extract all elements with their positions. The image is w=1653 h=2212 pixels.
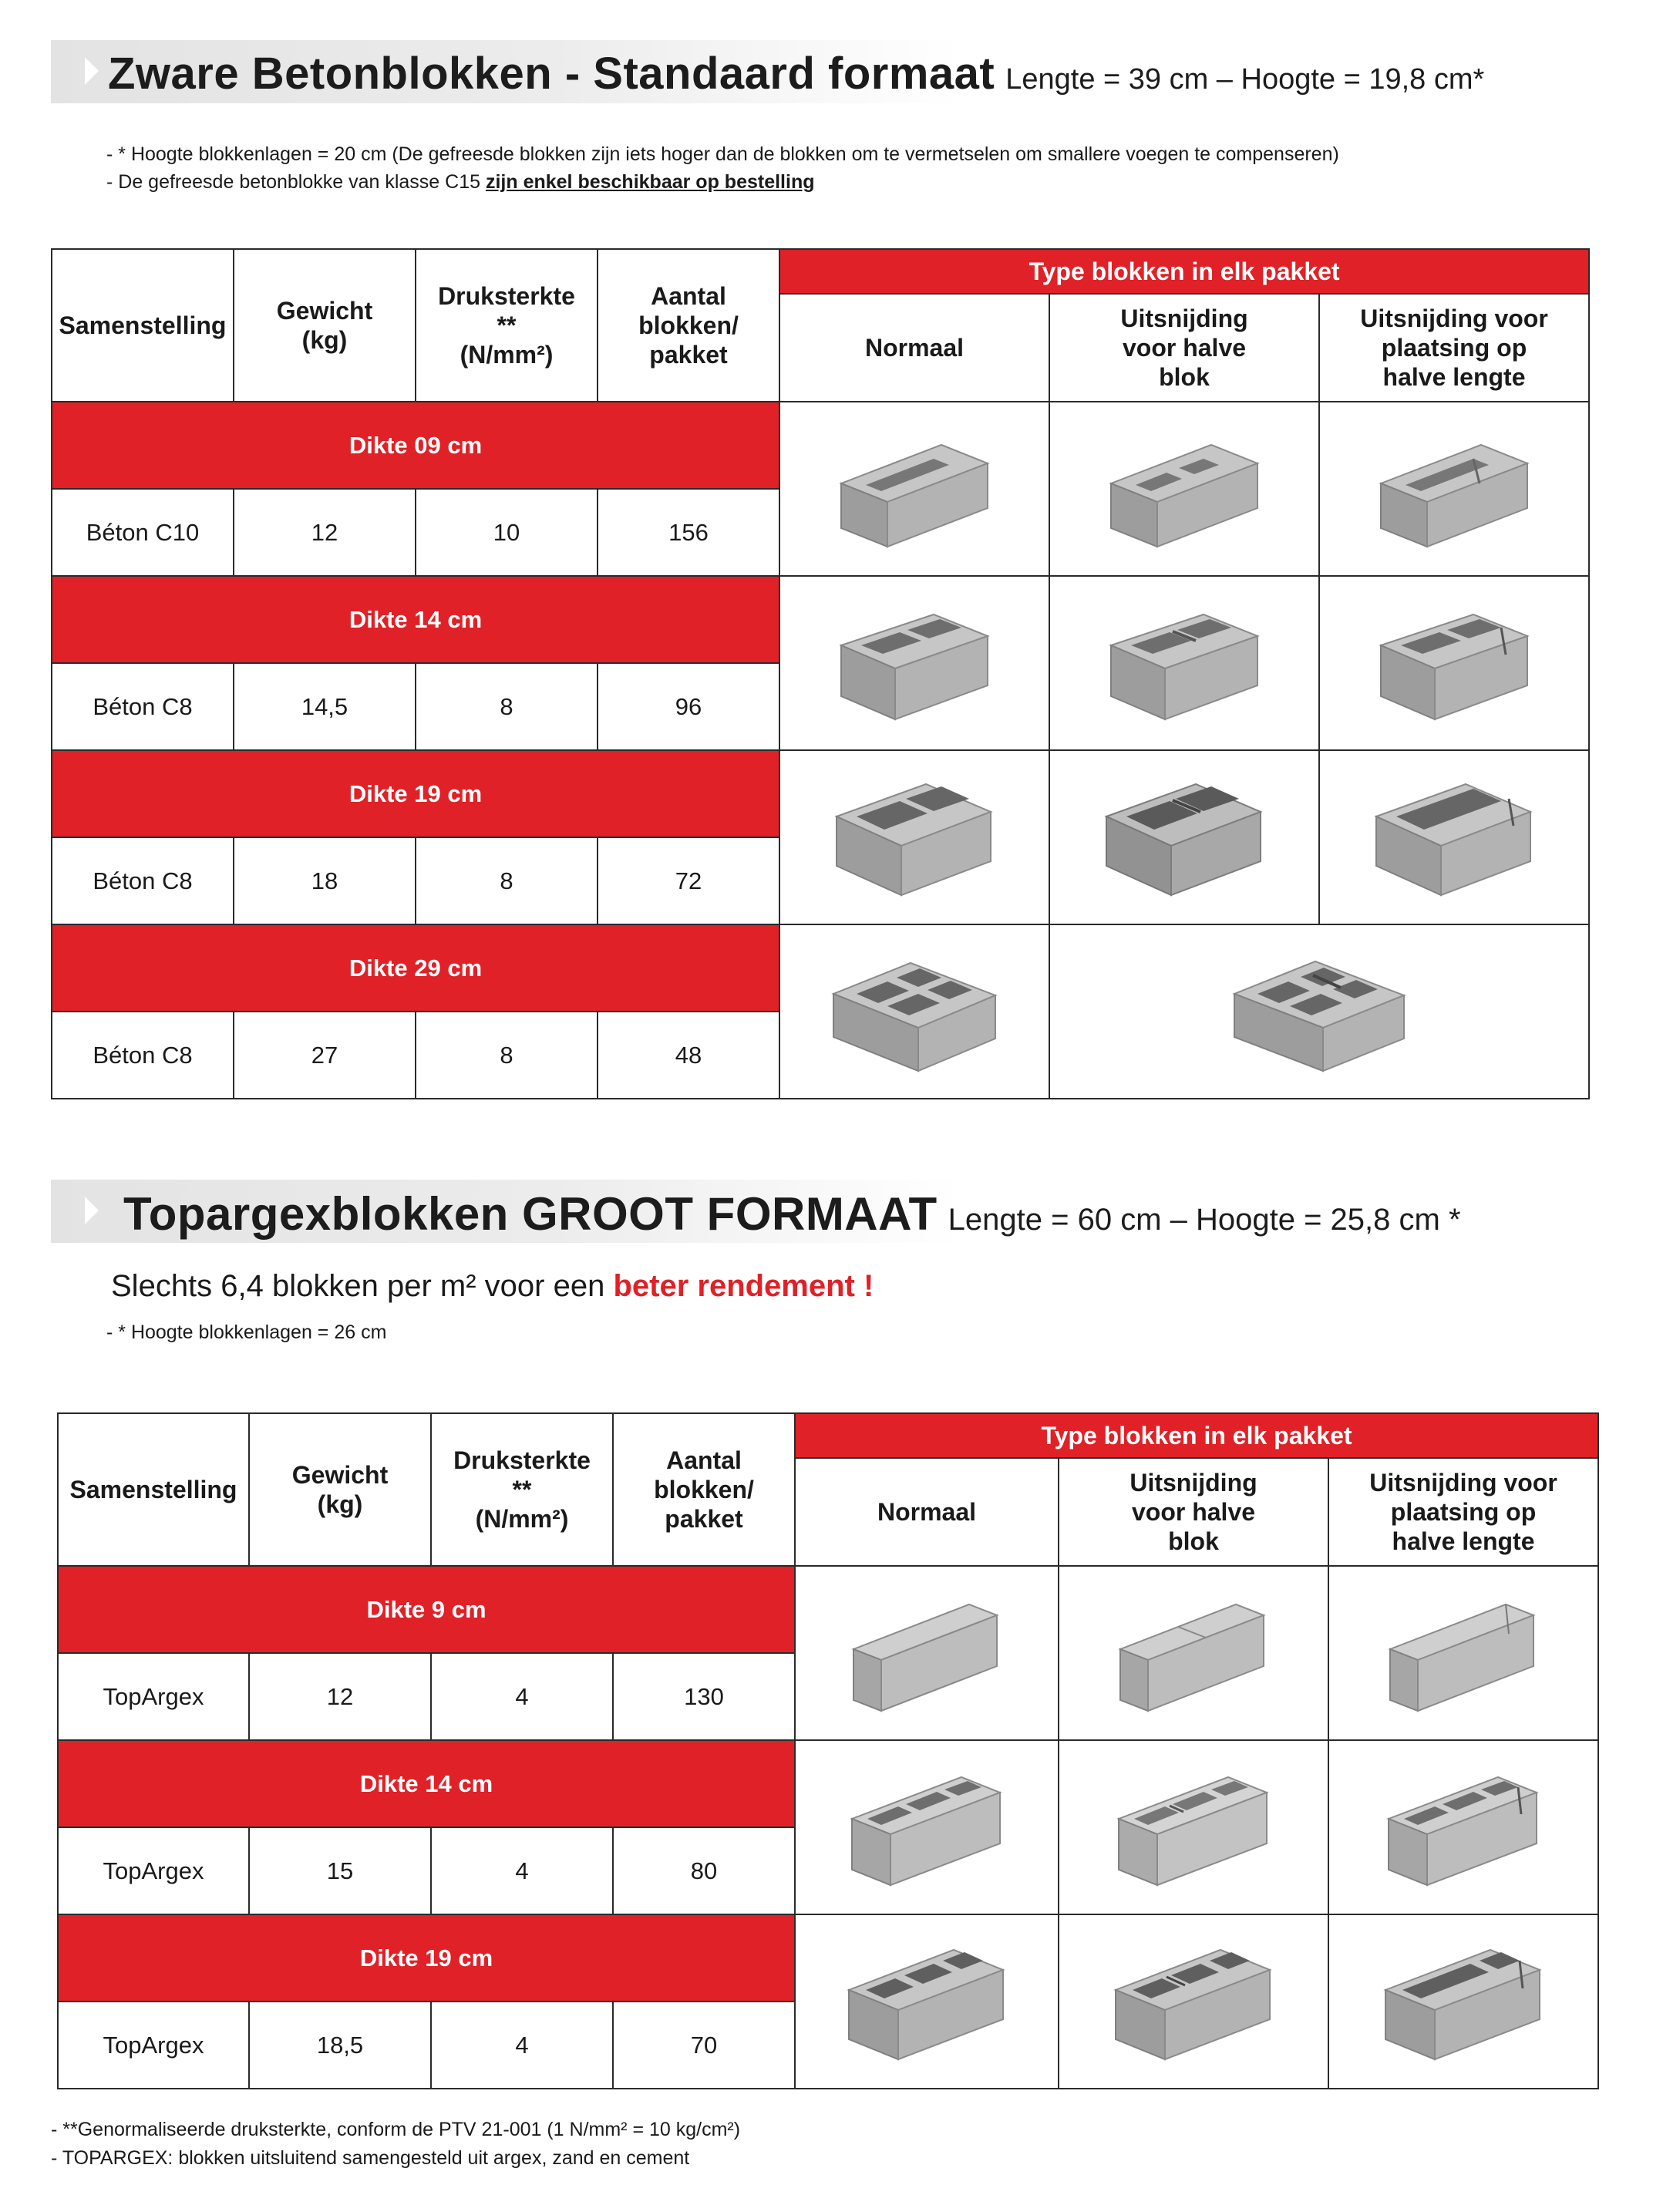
- cell-druksterkte: 8: [416, 837, 598, 924]
- cell-druksterkte: 4: [431, 1827, 613, 1914]
- section1-note-2-emph: zijn enkel beschikbaar op bestelling: [485, 171, 815, 193]
- cell-aantal: 48: [598, 1012, 779, 1099]
- header-druksterkte-label: Druksterkte: [453, 1446, 591, 1474]
- block-image-29-normaal: [779, 924, 1049, 1099]
- block-t19-halve-blok-icon: [1105, 1936, 1282, 2067]
- block-09-halve-blok-icon: [1096, 423, 1273, 554]
- section2-title-dims: Lengte = 60 cm – Hoogte = 25,8 cm *: [948, 1203, 1461, 1237]
- block-14-halve-lengte-icon: [1365, 598, 1543, 729]
- header-type-blokken: Type blokken in elk pakket: [795, 1413, 1598, 1458]
- header-druksterkte-label: Druksterkte: [438, 282, 575, 310]
- footer-note-2: - TOPARGEX: blokken uitsluitend samengesteld uit argex, zand en cement: [51, 2147, 690, 2169]
- block-19-normaal-icon: [826, 772, 1003, 903]
- header-gewicht: Gewicht (kg): [249, 1413, 431, 1566]
- block-19-halve-lengte-icon: [1365, 772, 1543, 903]
- cell-aantal: 156: [598, 489, 779, 576]
- header-druksterkte-unit: (N/mm²): [460, 341, 554, 369]
- section2-lead-emph: beter rendement !: [613, 1269, 874, 1303]
- cell-samenstelling: Béton C8: [52, 837, 234, 924]
- cell-druksterkte: 4: [431, 1653, 613, 1740]
- block-t9-halve-lengte-icon: [1375, 1587, 1552, 1719]
- block-image-t9-halve-blok: [1059, 1566, 1328, 1740]
- cell-samenstelling: TopArgex: [58, 1653, 249, 1740]
- cell-samenstelling: Béton C10: [52, 489, 234, 576]
- header-samenstelling: Samenstelling: [52, 249, 234, 402]
- block-image-19-halve-blok: [1049, 750, 1319, 924]
- block-t14-halve-lengte-icon: [1375, 1762, 1552, 1893]
- section2-note-1: - * Hoogte blokkenlagen = 26 cm: [106, 1321, 387, 1343]
- cell-gewicht: 27: [234, 1012, 416, 1099]
- cell-gewicht: 14,5: [234, 663, 416, 750]
- header-gewicht: Gewicht (kg): [234, 249, 416, 402]
- block-image-14-halve-blok: [1049, 576, 1319, 750]
- block-image-19-halve-lengte: [1319, 750, 1589, 924]
- title-arrow-icon: [85, 1197, 99, 1224]
- dikte-row-19: Dikte 19 cm: [52, 750, 779, 837]
- cell-druksterkte: 4: [431, 2002, 613, 2089]
- block-image-14-normaal: [779, 576, 1049, 750]
- cell-gewicht: 18: [234, 837, 416, 924]
- section1-note-1: - * Hoogte blokkenlagen = 20 cm (De gefreesde blokken zijn iets hoger dan de blokken om te vermetselen om smallere voegen te compenseren): [106, 143, 1339, 165]
- header-normaal: Normaal: [795, 1458, 1059, 1566]
- block-image-t19-halve-blok: [1059, 1914, 1328, 2089]
- cell-gewicht: 12: [234, 489, 416, 576]
- dikte-row-t14: Dikte 14 cm: [58, 1740, 795, 1827]
- block-image-t14-halve-lengte: [1328, 1740, 1598, 1914]
- block-t9-normaal-icon: [838, 1587, 1015, 1719]
- header-samenstelling: Samenstelling: [58, 1413, 249, 1566]
- block-14-normaal-icon: [826, 598, 1003, 729]
- dikte-row-9: Dikte 9 cm: [58, 1566, 795, 1653]
- section1-title: [108, 48, 1484, 99]
- block-29-normaal-icon: [826, 946, 1003, 1077]
- header-druksterkte: [416, 249, 598, 402]
- block-29-halve-icon: [1227, 946, 1412, 1077]
- block-image-09-halve-blok: [1049, 402, 1319, 576]
- header-halve-lengte: Uitsnijding voor plaatsing op halve lengte: [1328, 1458, 1598, 1566]
- cell-aantal: 130: [613, 1653, 795, 1740]
- cell-aantal: 70: [613, 2002, 795, 2089]
- block-09-halve-lengte-icon: [1365, 423, 1543, 554]
- header-normaal: Normaal: [779, 294, 1049, 402]
- dikte-row-14: Dikte 14 cm: [52, 576, 779, 663]
- section2-lead-prefix: Slechts 6,4 blokken per m² voor een: [111, 1269, 614, 1303]
- block-image-t9-halve-lengte: [1328, 1566, 1598, 1740]
- cell-druksterkte: 10: [416, 489, 598, 576]
- block-image-t14-normaal: [795, 1740, 1059, 1914]
- block-t9-halve-blok-icon: [1105, 1587, 1282, 1719]
- header-aantal: Aantal blokken/ pakket: [613, 1413, 795, 1566]
- header-aantal: Aantal blokken/ pakket: [598, 249, 779, 402]
- block-image-t19-normaal: [795, 1914, 1059, 2089]
- table-standaard-formaat: [51, 248, 1590, 1099]
- block-image-19-normaal: [779, 750, 1049, 924]
- block-image-t9-normaal: [795, 1566, 1059, 1740]
- table-groot-formaat: [57, 1412, 1599, 2089]
- block-image-29-halve: [1049, 924, 1589, 1099]
- block-image-14-halve-lengte: [1319, 576, 1589, 750]
- dikte-row-09: Dikte 09 cm: [52, 402, 779, 489]
- block-image-09-halve-lengte: [1319, 402, 1589, 576]
- section2-lead: [111, 1269, 874, 1304]
- section1-title-main: Zware Betonblokken - Standaard formaat: [108, 49, 995, 99]
- section1-note-2-prefix: - De gefreesde betonblokke van klasse C15: [106, 171, 486, 193]
- dikte-row-29: Dikte 29 cm: [52, 924, 779, 1012]
- section2-title: [123, 1187, 1461, 1241]
- header-druksterkte: [431, 1413, 613, 1566]
- block-19-halve-blok-icon: [1096, 772, 1273, 903]
- header-druksterkte-unit: (N/mm²): [475, 1505, 569, 1533]
- header-type-blokken: Type blokken in elk pakket: [779, 249, 1589, 294]
- block-t14-normaal-icon: [838, 1762, 1015, 1893]
- section1-note-2: [106, 171, 814, 194]
- cell-druksterkte: 8: [416, 1012, 598, 1099]
- title-arrow-icon: [85, 57, 99, 85]
- header-halve-blok: Uitsnijding voor halve blok: [1059, 1458, 1328, 1566]
- block-14-halve-blok-icon: [1096, 598, 1273, 729]
- cell-samenstelling: Béton C8: [52, 1012, 234, 1099]
- cell-gewicht: 15: [249, 1827, 431, 1914]
- cell-samenstelling: TopArgex: [58, 1827, 249, 1914]
- cell-gewicht: 18,5: [249, 2002, 431, 2089]
- header-halve-lengte: Uitsnijding voor plaatsing op halve lengte: [1319, 294, 1589, 402]
- cell-aantal: 80: [613, 1827, 795, 1914]
- section2-title-main: Topargexblokken GROOT FORMAAT: [123, 1188, 938, 1240]
- block-image-t14-halve-blok: [1059, 1740, 1328, 1914]
- block-09-normaal-icon: [826, 423, 1003, 554]
- dikte-row-t19: Dikte 19 cm: [58, 1914, 795, 2002]
- header-druksterkte-stars: **: [497, 311, 517, 339]
- cell-aantal: 72: [598, 837, 779, 924]
- footer-note-1: - **Genormaliseerde druksterkte, conform de PTV 21-001 (1 N/mm² = 10 kg/cm²): [51, 2119, 741, 2140]
- cell-samenstelling: TopArgex: [58, 2002, 249, 2089]
- block-image-09-normaal: [779, 402, 1049, 576]
- block-t14-halve-blok-icon: [1105, 1762, 1282, 1893]
- section1-title-dims: Lengte = 39 cm – Hoogte = 19,8 cm*: [1005, 63, 1485, 96]
- block-t19-halve-lengte-icon: [1375, 1936, 1552, 2067]
- cell-samenstelling: Béton C8: [52, 663, 234, 750]
- cell-gewicht: 12: [249, 1653, 431, 1740]
- header-druksterkte-stars: **: [512, 1476, 532, 1503]
- block-image-t19-halve-lengte: [1328, 1914, 1598, 2089]
- cell-druksterkte: 8: [416, 663, 598, 750]
- header-halve-blok: Uitsnijding voor halve blok: [1049, 294, 1319, 402]
- cell-aantal: 96: [598, 663, 779, 750]
- block-t19-normaal-icon: [838, 1936, 1015, 2067]
